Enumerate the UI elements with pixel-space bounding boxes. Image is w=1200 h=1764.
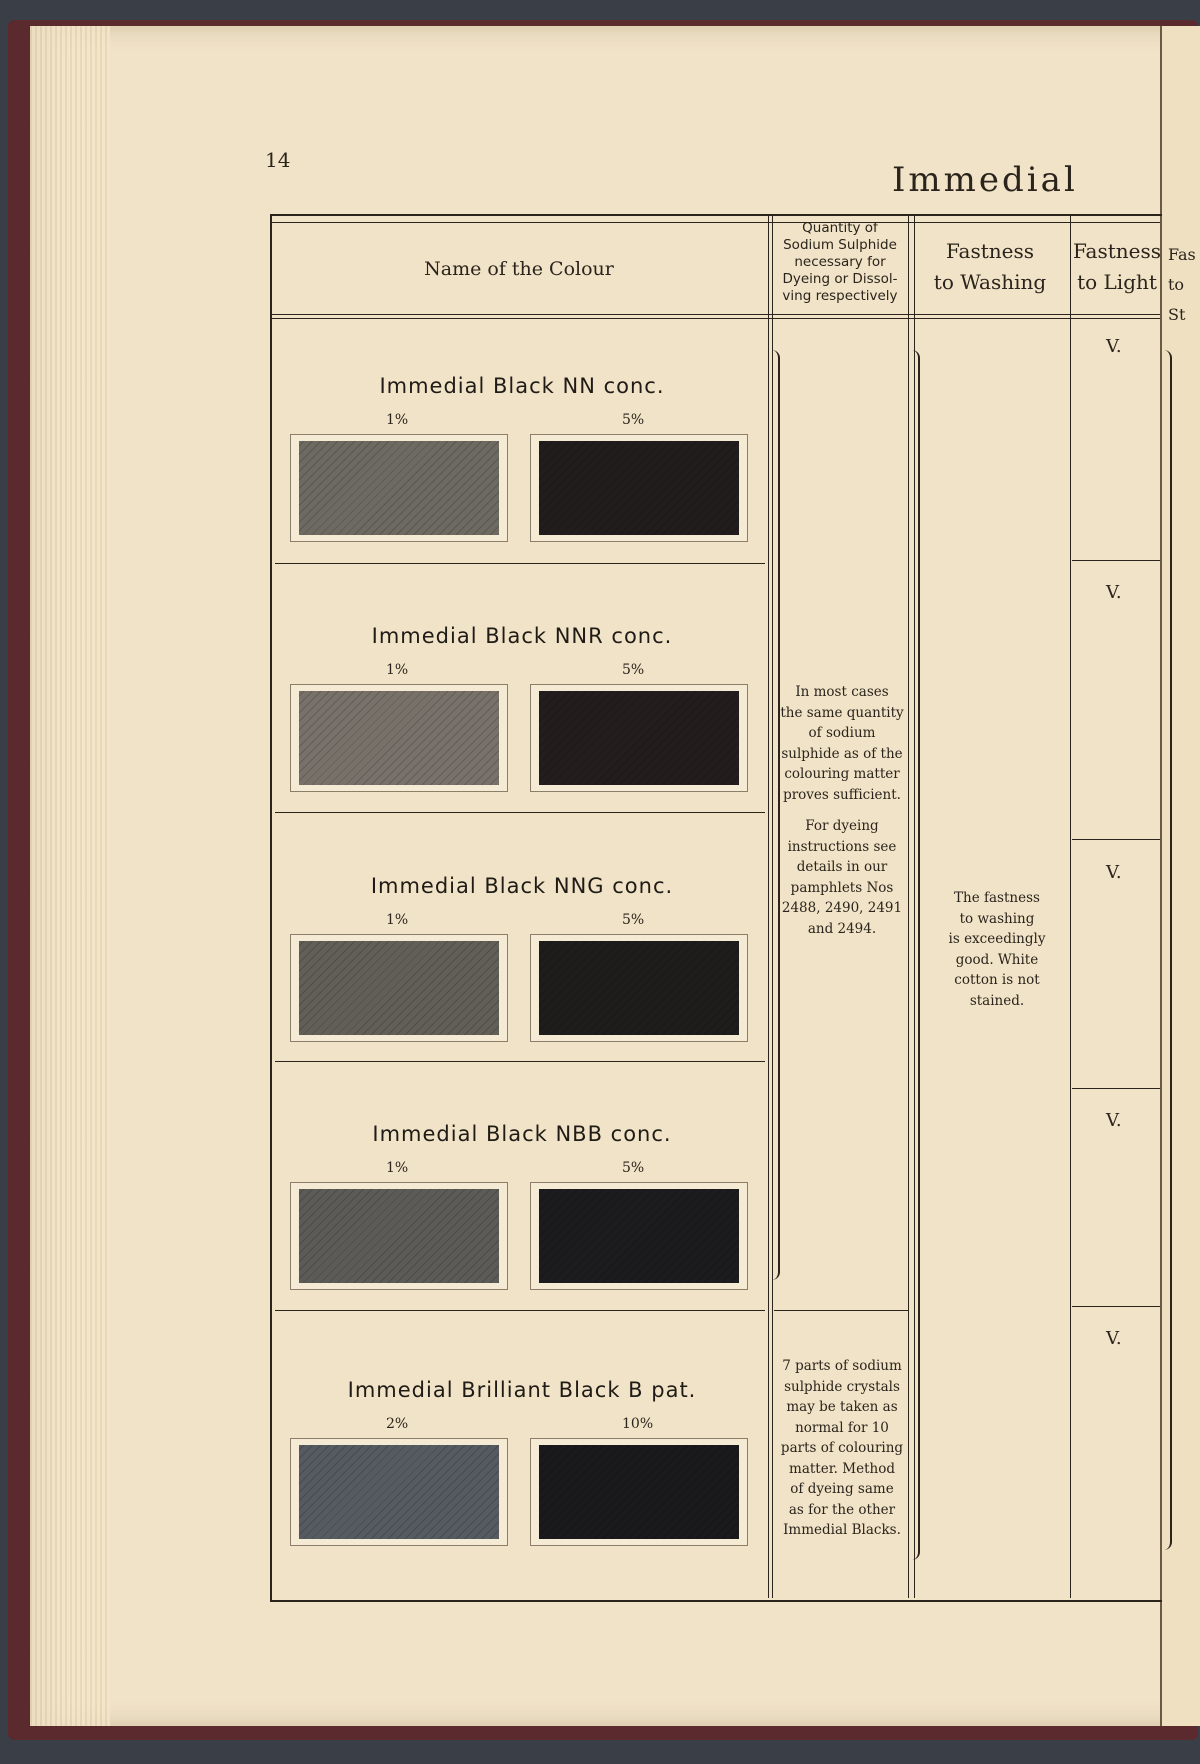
- row-divider: [774, 1310, 908, 1311]
- note-line: 7 parts of sodium: [782, 1358, 902, 1374]
- header-quantity-line: Sodium Sulphide: [783, 237, 897, 253]
- sample-name: Immedial Black NN conc.: [379, 374, 665, 398]
- note-line: proves sufficient.: [783, 786, 901, 803]
- fabric-swatch-light: [299, 441, 499, 535]
- sample-name: Immedial Black NNR conc.: [371, 624, 673, 648]
- note-line: In most cases: [795, 684, 889, 700]
- light-fastness-mark: V.: [1106, 336, 1122, 357]
- note-line: pamphlets Nos: [790, 879, 894, 896]
- header-quantity-line: necessary for: [794, 254, 886, 270]
- note-line: The fastness: [954, 890, 1040, 906]
- fabric-swatch-dark: [539, 1445, 739, 1539]
- sample-name: Immedial Black NNG conc.: [370, 874, 674, 898]
- fabric-swatch-card: [290, 934, 508, 1042]
- sample-percent-right: 5%: [622, 662, 645, 678]
- table-rule: [270, 222, 1160, 223]
- fabric-swatch-card: [530, 684, 748, 792]
- note-line: sulphide as of the: [781, 745, 903, 762]
- header-fastness-washing: [910, 236, 1070, 298]
- fabric-swatch-card: [530, 434, 748, 542]
- column-divider: [768, 214, 769, 1598]
- fabric-swatch-light: [299, 1445, 499, 1539]
- page-number: 14: [265, 148, 291, 172]
- next-column-bracket: [1164, 350, 1172, 1550]
- row-divider: [275, 812, 765, 813]
- row-divider: [1072, 839, 1160, 840]
- fabric-swatch-dark: [539, 941, 739, 1035]
- note-line: to washing: [959, 910, 1035, 927]
- sample-percent-right: 10%: [622, 1416, 654, 1432]
- note-line: cotton is not: [954, 972, 1040, 988]
- quantity-note-dyeing: [776, 816, 908, 939]
- table-header-rule: [270, 314, 1160, 315]
- fabric-swatch-card: [290, 1182, 508, 1290]
- fabric-swatch-card: [530, 1182, 748, 1290]
- fabric-swatch-card: [290, 684, 508, 792]
- fabric-swatch-card: [530, 934, 748, 1042]
- fabric-swatch-light: [299, 941, 499, 1035]
- sample-percent-right: 5%: [622, 1160, 645, 1176]
- fabric-swatch-card: [290, 1438, 508, 1546]
- fabric-swatch-card: [530, 1438, 748, 1546]
- header-next-line: to St: [1168, 275, 1186, 324]
- sample-name: Immedial Black NBB conc.: [372, 1122, 672, 1146]
- header-next-line: Fas: [1168, 245, 1196, 264]
- table-header-rule: [270, 318, 1160, 319]
- fabric-swatch-dark: [539, 441, 739, 535]
- note-line: sulphide crystals: [784, 1378, 900, 1395]
- header-quantity: [770, 220, 910, 305]
- note-line: matter. Method: [789, 1460, 895, 1477]
- column-divider: [908, 214, 909, 1598]
- note-line: of sodium: [808, 725, 876, 741]
- header-washing-line: to Washing: [933, 270, 1047, 294]
- header-next-column-partial: [1168, 240, 1200, 330]
- header-light-line: to Light: [1077, 270, 1157, 294]
- sample-percent-left: 1%: [386, 1160, 409, 1176]
- quantity-note-main: [776, 682, 908, 805]
- header-quantity-line: Dyeing or Dissol-: [782, 271, 898, 287]
- note-line: as for the other: [788, 1501, 896, 1518]
- sample-percent-left: 1%: [386, 412, 409, 428]
- row-divider: [1072, 560, 1160, 561]
- sample-percent-right: 5%: [622, 412, 645, 428]
- header-name-of-colour: Name of the Colour: [424, 258, 614, 280]
- note-line: details in our: [796, 859, 888, 875]
- header-fastness-light: [1072, 236, 1162, 298]
- note-line: instructions see: [787, 838, 897, 855]
- sample-percent-left: 2%: [386, 1416, 409, 1432]
- note-line: colouring matter: [784, 766, 900, 782]
- light-fastness-mark: V.: [1106, 1328, 1122, 1349]
- row-divider: [1072, 1088, 1160, 1089]
- row-divider: [1072, 1306, 1160, 1307]
- note-line: and 2494.: [807, 920, 877, 937]
- note-line: the same quantity: [780, 704, 904, 721]
- fabric-swatch-light: [299, 1189, 499, 1283]
- note-line: stained.: [969, 992, 1025, 1009]
- note-line: may be taken as: [786, 1399, 898, 1415]
- header-quantity-line: Quantity of: [802, 220, 878, 236]
- note-line: For dyeing: [805, 818, 879, 834]
- sample-name: Immedial Brilliant Black B pat.: [347, 1378, 697, 1402]
- note-line: Immedial Blacks.: [783, 1522, 901, 1538]
- note-line: of dyeing same: [790, 1481, 894, 1497]
- note-line: is exceedingly: [948, 931, 1046, 947]
- light-fastness-mark: V.: [1106, 862, 1122, 883]
- note-line: normal for 10: [795, 1419, 889, 1436]
- page-title: Immedial: [892, 160, 1078, 200]
- sample-percent-left: 1%: [386, 662, 409, 678]
- sample-percent-left: 1%: [386, 912, 409, 928]
- note-line: parts of colouring: [780, 1440, 904, 1456]
- quantity-note-brilliant: [776, 1356, 908, 1541]
- light-fastness-mark: V.: [1106, 582, 1122, 603]
- fabric-swatch-dark: [539, 1189, 739, 1283]
- note-line: good. White: [955, 951, 1039, 968]
- fabric-swatch-light: [299, 691, 499, 785]
- fabric-swatch-dark: [539, 691, 739, 785]
- fabric-swatch-card: [290, 434, 508, 542]
- header-washing-line: Fastness: [946, 239, 1034, 263]
- row-divider: [275, 563, 765, 564]
- header-light-line: Fastness: [1073, 239, 1161, 263]
- row-divider: [275, 1061, 765, 1062]
- note-line: 2488, 2490, 2491: [781, 900, 903, 916]
- washing-note: [922, 888, 1072, 1011]
- light-fastness-mark: V.: [1106, 1110, 1122, 1131]
- row-divider: [275, 1310, 765, 1311]
- header-quantity-line: ving respectively: [782, 288, 898, 304]
- quantity-bracket: [772, 350, 780, 1280]
- washing-bracket: [912, 350, 920, 1560]
- page-edges: [30, 26, 110, 1726]
- sample-percent-right: 5%: [622, 912, 645, 928]
